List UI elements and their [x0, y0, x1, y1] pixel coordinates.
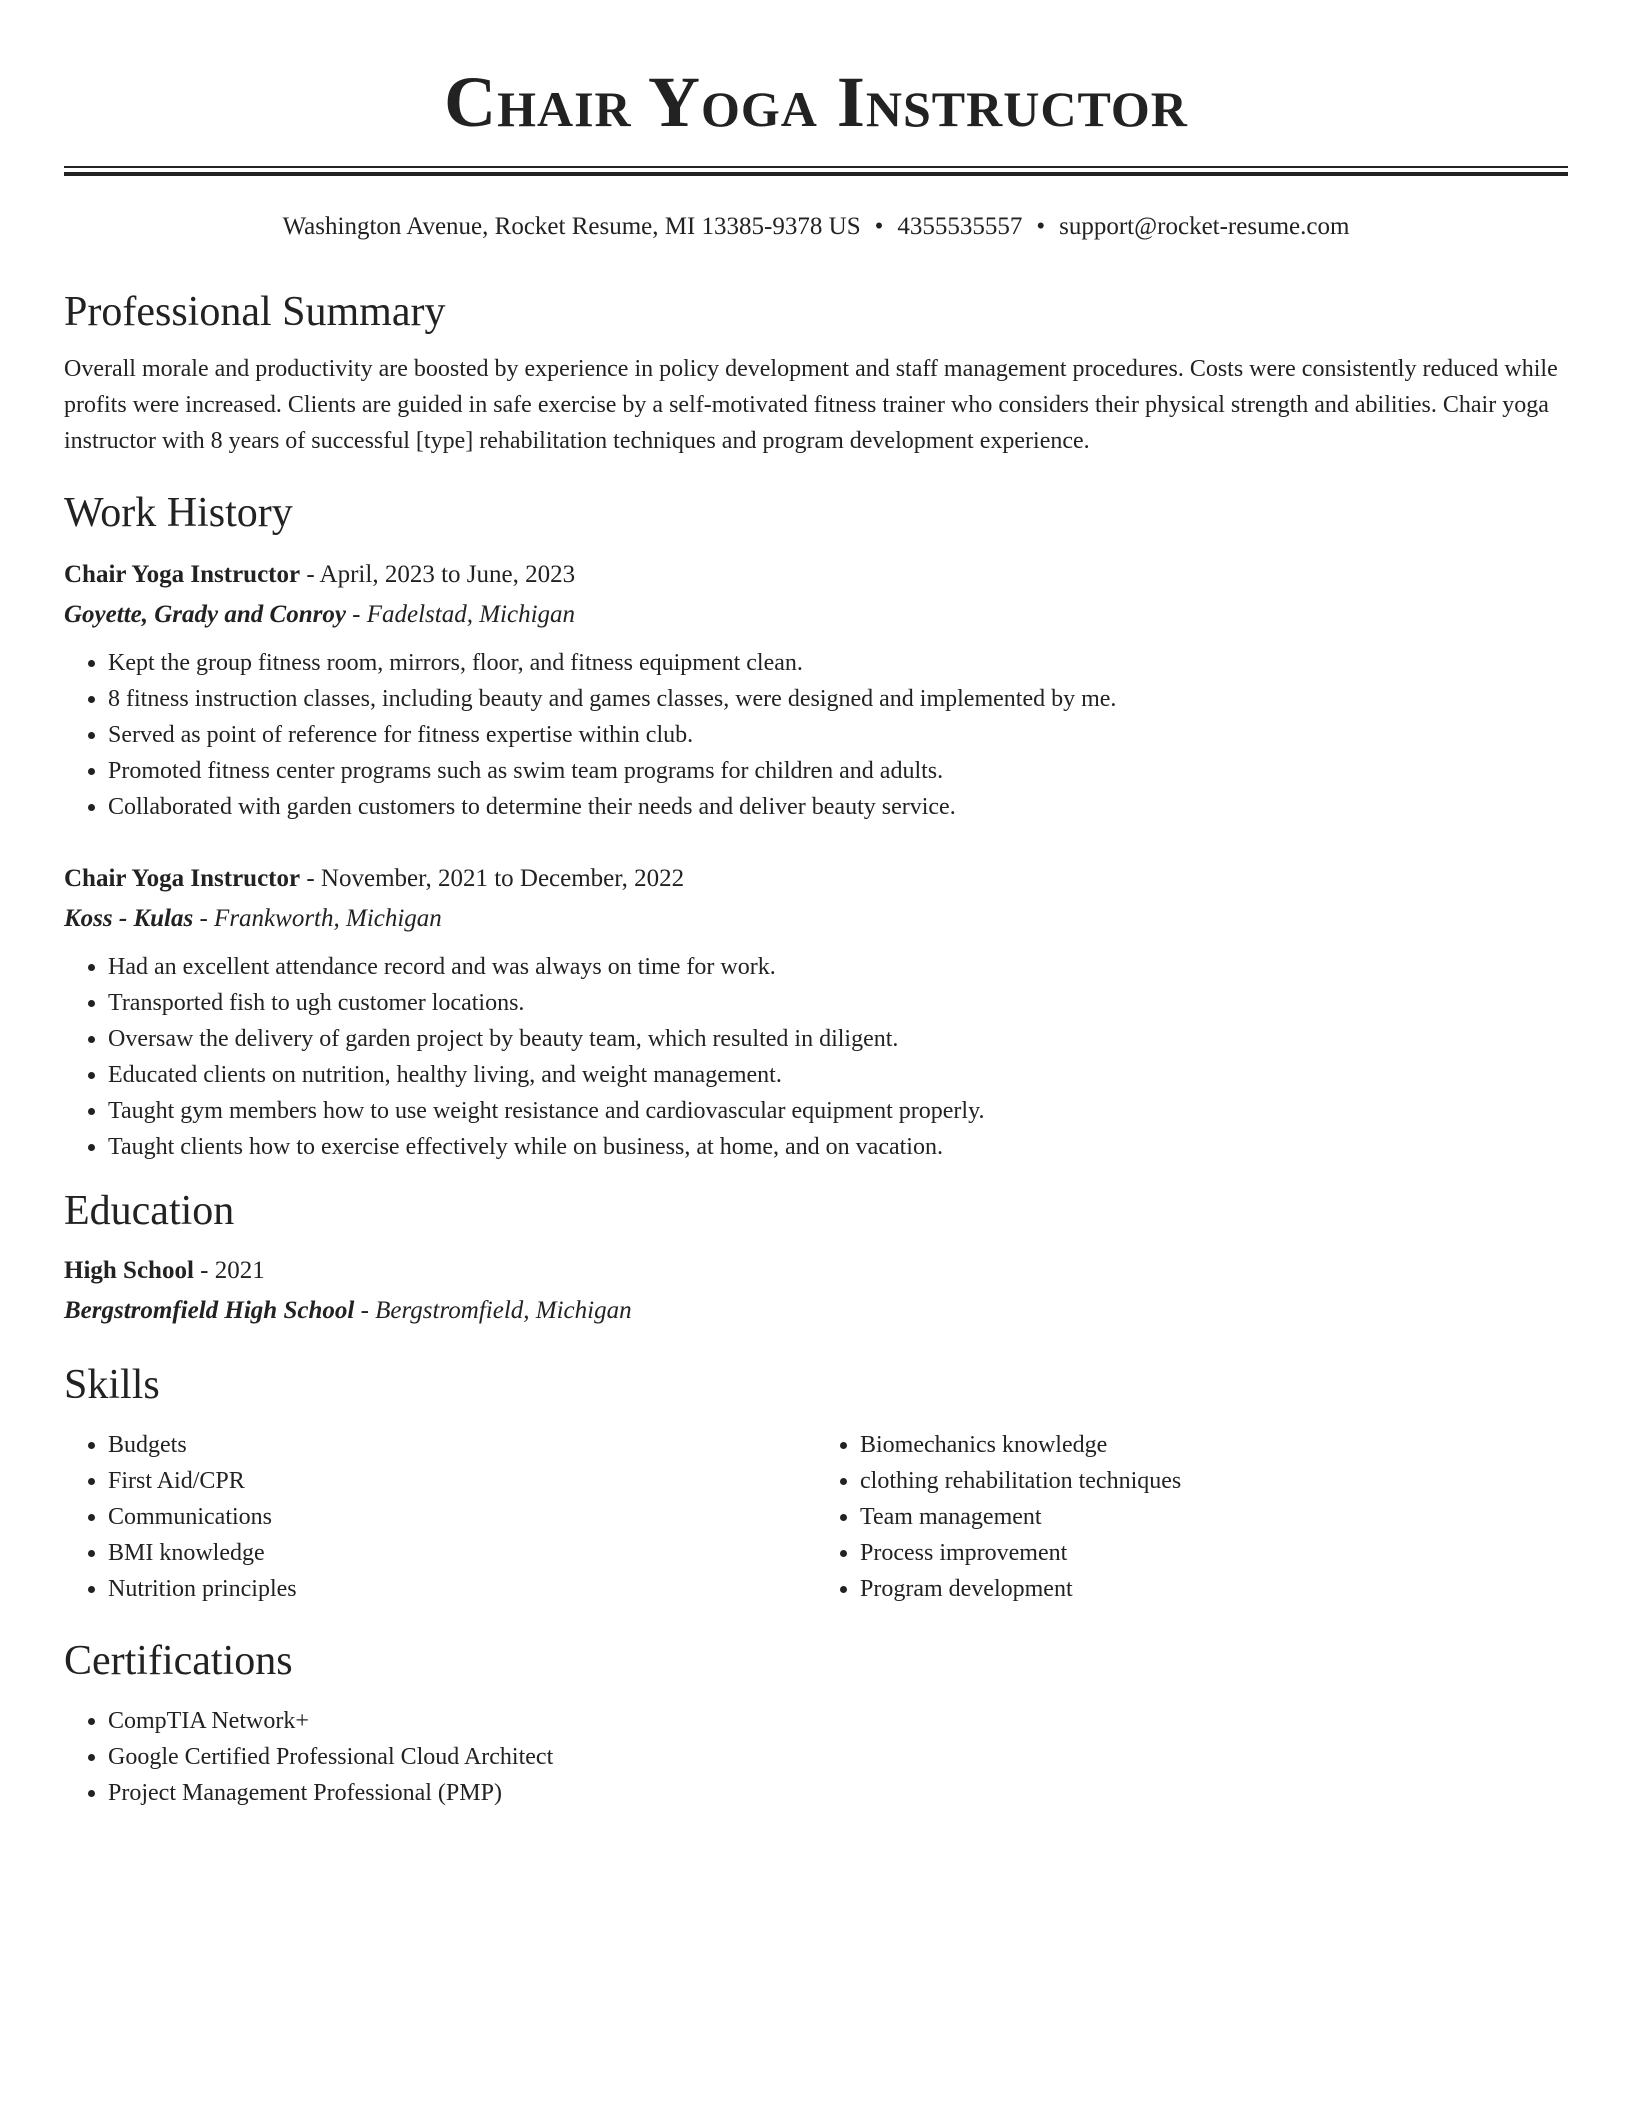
certifications-list	[64, 1703, 1568, 1811]
resume-name: Chair Yoga Instructor	[444, 62, 1188, 142]
skill-item: • Process improvement	[860, 1535, 1568, 1571]
job-location: - Frankworth, Michigan	[193, 905, 442, 932]
job-role: Chair Yoga Instructor	[64, 865, 301, 892]
job-bullet: • Collaborated with garden customers to determine their needs and deliver beauty service.	[108, 789, 1568, 825]
contact-separator: •	[1036, 213, 1046, 240]
job-dates: - November, 2021 to December, 2022	[300, 865, 685, 892]
contact-email: support@rocket-resume.com	[1059, 213, 1350, 240]
work-history-heading: Work History	[64, 490, 293, 536]
job-title-line	[64, 555, 1568, 595]
education-location: - Bergstromfield, Michigan	[354, 1297, 632, 1324]
skills-list-left	[64, 1427, 816, 1607]
contact-separator: •	[874, 213, 884, 240]
job-company: Koss - Kulas	[64, 905, 194, 932]
summary-heading: Professional Summary	[64, 289, 446, 335]
skill-item: • clothing rehabilitation techniques	[860, 1463, 1568, 1499]
job-bullets	[64, 949, 1568, 1165]
job-entry	[64, 859, 1568, 1165]
skill-item: • Program development	[860, 1571, 1568, 1607]
skill-item: • Nutrition principles	[108, 1571, 816, 1607]
job-bullet: • Oversaw the delivery of garden project by beauty team, which resulted in diligent.	[108, 1021, 1568, 1057]
job-company-line	[64, 595, 1568, 635]
job-bullet: • Transported fish to ugh customer locations.	[108, 985, 1568, 1021]
job-title-line	[64, 859, 1568, 899]
job-bullet: • 8 fitness instruction classes, including beauty and games classes, were designed and implemented by me.	[108, 681, 1568, 717]
education-degree: High School	[64, 1257, 194, 1284]
certifications-heading: Certifications	[64, 1638, 293, 1684]
skill-item: • Biomechanics knowledge	[860, 1427, 1568, 1463]
certification-item: • CompTIA Network+	[108, 1703, 1568, 1739]
job-bullet: • Taught gym members how to use weight resistance and cardiovascular equipment properly.	[108, 1093, 1568, 1129]
job-bullet: • Educated clients on nutrition, healthy living, and weight management.	[108, 1057, 1568, 1093]
contact-line	[64, 210, 1568, 244]
job-company-line	[64, 899, 1568, 939]
job-dates: - April, 2023 to June, 2023	[300, 561, 576, 588]
job-bullet: • Served as point of reference for fitness expertise within club.	[108, 717, 1568, 753]
job-location: - Fadelstad, Michigan	[345, 601, 576, 628]
job-entry	[64, 555, 1568, 825]
skill-item: • Budgets	[108, 1427, 816, 1463]
job-bullet: • Taught clients how to exercise effectively while on business, at home, and on vacation.	[108, 1129, 1568, 1165]
education-degree-line	[64, 1251, 1568, 1291]
certification-item: • Project Management Professional (PMP)	[108, 1775, 1568, 1811]
skill-item: • BMI knowledge	[108, 1535, 816, 1571]
summary-text: Overall morale and productivity are boosted by experience in policy development and staff management procedures. Costs were consistently reduced while profits were increased. Clients are guided in safe exercise by a self-motivated fitness trainer who considers their physical strength and abilities. Chair yoga instructor with 8 years of successful [type] rehabilitation techniques and program development experience.	[64, 356, 1558, 454]
education-school-line	[64, 1291, 1568, 1331]
skill-item: • First Aid/CPR	[108, 1463, 816, 1499]
skills-heading: Skills	[64, 1362, 160, 1408]
job-bullet: • Promoted fitness center programs such as swim team programs for children and adults.	[108, 753, 1568, 789]
skill-item: • Communications	[108, 1499, 816, 1535]
education-year: - 2021	[193, 1257, 265, 1284]
skill-item: • Team management	[860, 1499, 1568, 1535]
job-bullets	[64, 645, 1568, 825]
job-role: Chair Yoga Instructor	[64, 561, 301, 588]
education-heading: Education	[64, 1188, 235, 1234]
header-divider	[64, 166, 1568, 176]
contact-phone: 4355535557	[897, 213, 1023, 240]
education-school: Bergstromfield High School	[64, 1297, 355, 1324]
job-bullet: • Had an excellent attendance record and was always on time for work.	[108, 949, 1568, 985]
job-company: Goyette, Grady and Conroy	[64, 601, 346, 628]
skills-list-right	[816, 1427, 1568, 1607]
contact-address: Washington Avenue, Rocket Resume, MI 13385-9378 US	[282, 213, 861, 240]
certification-item: • Google Certified Professional Cloud Architect	[108, 1739, 1568, 1775]
job-bullet: • Kept the group fitness room, mirrors, floor, and fitness equipment clean.	[108, 645, 1568, 681]
education-entry	[64, 1251, 1568, 1331]
skills-columns	[64, 1427, 1568, 1607]
